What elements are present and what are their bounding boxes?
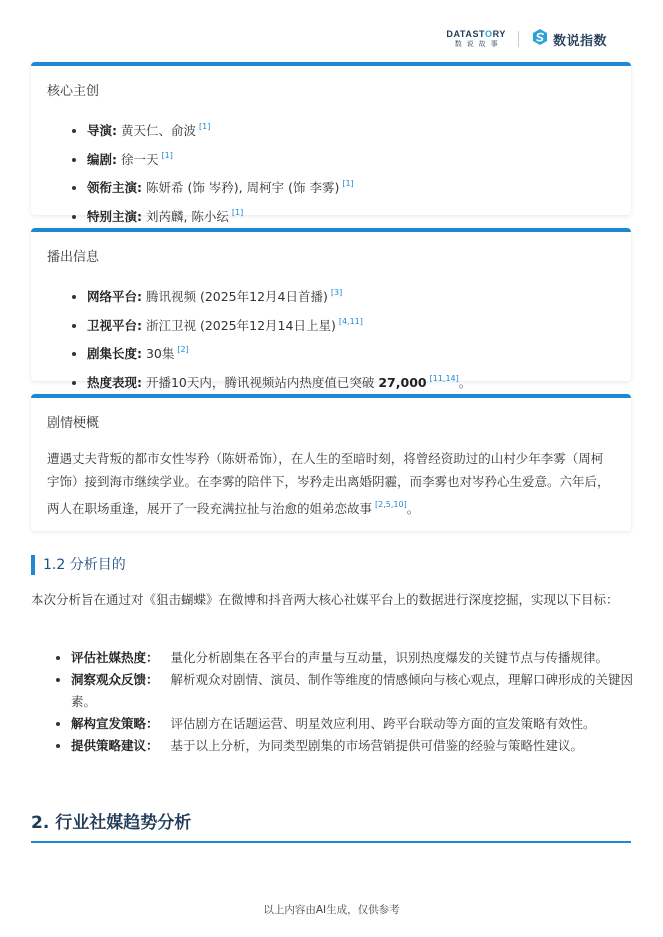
citation-link[interactable]: [2] <box>177 345 189 354</box>
list-item: • 领衔主演: 陈妍希 (饰 岑矜), 周柯宇 (饰 李雾) [1] <box>87 172 615 201</box>
brand-name: 数说指数 <box>552 33 607 49</box>
brand <box>531 28 607 50</box>
list-item: • 网络平台: 腾讯视频 (2025年12月4日首播) [3] <box>87 281 615 310</box>
chapter-heading: 2. 行业社媒趋势分析 <box>31 808 631 843</box>
citation-link[interactable]: [4,11] <box>338 316 363 326</box>
citation-link[interactable]: [1] <box>198 122 211 131</box>
list-item: • 评估社媒热度： 量化分析剧集在各平台的声量与互动量，识别热度爆发的关键节点与传播规律。 <box>71 647 635 669</box>
list-item: • 编剧: 徐一天 [1] <box>87 144 615 173</box>
header-divider <box>518 31 519 47</box>
list-item: • 导演: 黄天仁、俞波 [1] <box>87 115 615 144</box>
core-creators-card <box>31 62 631 224</box>
datastory-s-icon <box>531 28 549 50</box>
list-item: • 解构宣发策略： 评估剧方在话题运营、明星效应利用、跨平台联动等方面的宣发策略有效性。 <box>71 713 635 735</box>
citation-link[interactable]: [3] <box>330 288 343 297</box>
citation-link[interactable]: [1] <box>342 179 354 188</box>
core-creators-list <box>47 115 615 229</box>
card-title: 播出信息 <box>47 250 100 265</box>
card-title: 核心主创 <box>47 84 100 99</box>
citation-link[interactable]: [1] <box>161 150 173 160</box>
section-intro: 本次分析旨在通过对《狙击蝴蝶》在微博和抖音两大核心社媒平台上的数据进行深度挖掘，实现以下目标： <box>31 592 619 607</box>
citation-link[interactable]: [2,5,10] <box>375 500 407 509</box>
list-item: • 提供策略建议： 基于以上分析，为同类型剧集的市场营销提供可借鉴的经验与策略性建议。 <box>71 735 635 757</box>
datastory-logo: DATASTORY 数说故事 <box>446 29 506 48</box>
list-item: • 剧集长度: 30集 [2] <box>87 338 615 367</box>
plot-text: 遭遇丈夫背叛的都市女性岑矜（陈妍希饰），在人生的至暗时刻，将曾经资助过的山村少年李雾（周柯宇饰）接到海市继续学业。在李雾的陪伴下，岑矜走出离婚阴霾，而李雾也对岑矜心生爱意。六年后，两人在职场重逢，展开了一段充满拉扯与治愈的姐弟恋故事 [2,5,10]。 <box>47 451 610 516</box>
card-title: 剧情梗概 <box>47 416 100 431</box>
citation-link[interactable]: [1] <box>231 207 244 217</box>
list-item: • 特别主演: 刘芮麟, 陈小纭 [1] <box>87 201 615 230</box>
heat-value: 27,000 <box>378 374 427 390</box>
section-heading: 1.2 分析目的 <box>31 555 126 575</box>
broadcast-info-card <box>31 228 631 390</box>
ai-disclaimer: 以上内容由AI生成，仅供参考 <box>263 904 400 916</box>
citation-link[interactable]: [11,14] <box>429 373 459 383</box>
plot-summary-card <box>31 394 631 531</box>
broadcast-list <box>47 281 615 395</box>
list-item: • 洞察观众反馈： 解析观众对剧情、演员、制作等维度的情感倾向与核心观点，理解口碑形成的关键因素。 <box>71 669 635 713</box>
goals-list <box>31 647 635 757</box>
list-item: • 卫视平台: 浙江卫视 (2025年12月14日上星) [4,11] <box>87 310 615 339</box>
list-item: • 热度表现: 开播10天内，腾讯视频站内热度值已突破 27,000 [11,14]。 <box>87 367 615 396</box>
page-header <box>446 28 607 50</box>
